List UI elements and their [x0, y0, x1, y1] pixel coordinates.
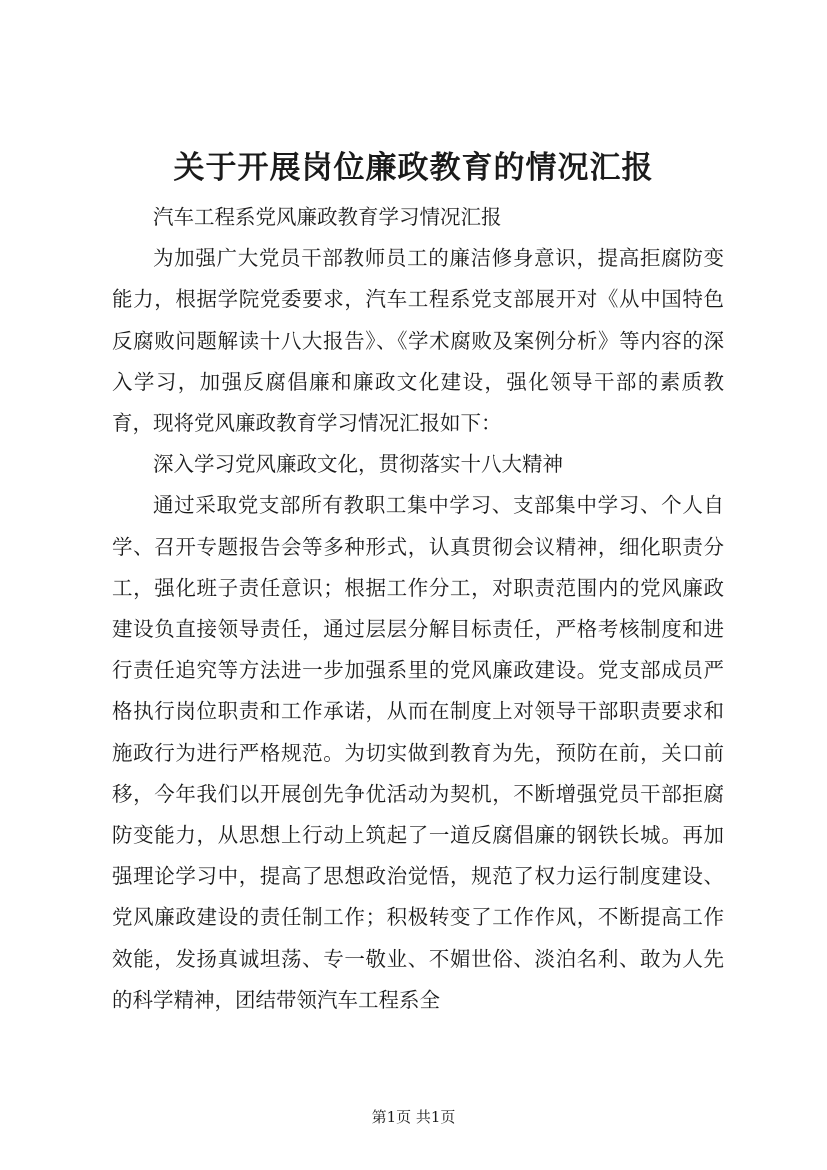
paragraph: 通过采取党支部所有教职工集中学习、支部集中学习、个人自学、召开专题报告会等多种形式，认真贯彻会议精神，细化职责分工，强化班子责任意识；根据工作分工，对职责范围内的党风廉政建设负直接领导责任，通过层层分解目标责任，严格考核制度和进行责任追究等方法进一步加强系里的党风廉政建设。党支部成员严格执行岗位职责和工作承诺，从而在制度上对领导干部职责要求和施政行为进行严格规范。为切实做到教育为先，预防在前，关口前移，今年我们以开展创先争优活动为契机，不断增强党员干部拒腐防变能力，从思想上行动上筑起了一道反腐倡廉的钢铁长城。再加强理论学习中，提高了思想政治觉悟，规范了权力运行制度建设、党风廉政建设的责任制工作；积极转变了工作作风，不断提高工作效能，发扬真诚坦荡、专一敬业、不媚世俗、淡泊名利、敢为人先的科学精神，团结带领汽车工程系全: [112, 493, 724, 1012]
page-footer: 第1页 共1页: [371, 1108, 456, 1126]
section-heading: 汽车工程系党风廉政教育学习情况汇报: [153, 205, 502, 229]
section-heading: 深入学习党风廉政文化，贯彻落实十八大精神: [153, 452, 563, 477]
document-body: [112, 197, 724, 1021]
paragraph: 为加强广大党员干部教师员工的廉洁修身意识，提高拒腐防变能力，根据学院党委要求，汽车工程系党支部展开对《从中国特色反腐败问题解读十八大报告》、《学术腐败及案例分析》等内容的深入学习，加强反腐倡廉和廉政文化建设，强化领导干部的素质教育，现将党风廉政教育学习情况汇报如下：: [112, 246, 724, 436]
document-title: 关于开展岗位廉政教育的情况汇报: [173, 150, 654, 186]
